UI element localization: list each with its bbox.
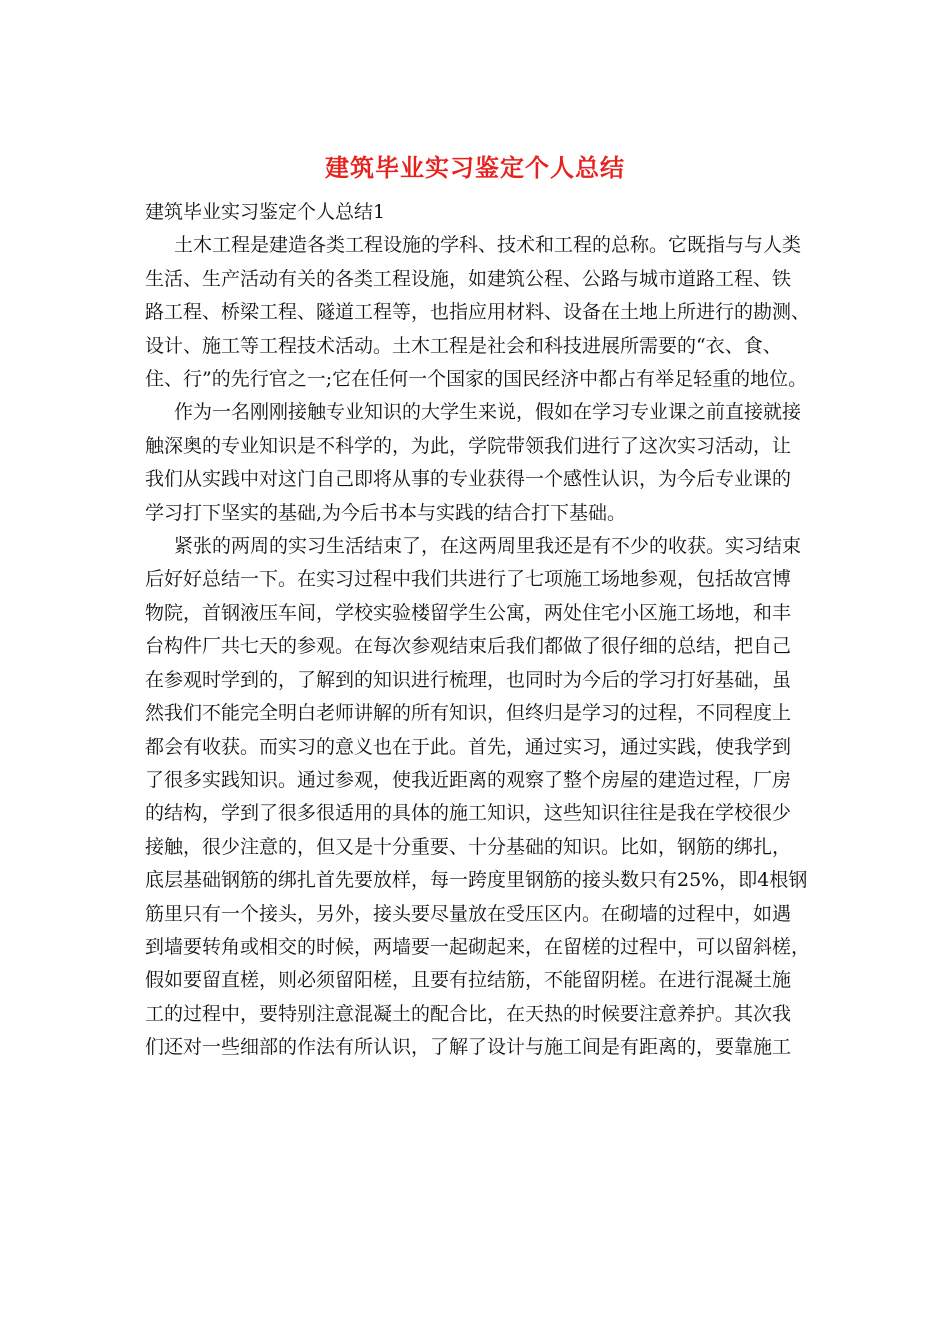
paragraph-line: 紧张的两周的实习生活结束了，在这两周里我还是有不少的收获。实习结束 (174, 535, 802, 558)
paragraph-3 (145, 530, 809, 1065)
paragraph-line: 了很多实践知识。通过参观，使我近距离的观察了整个房屋的建造过程，厂房 (145, 768, 792, 791)
document-title: 建筑毕业实习鉴定个人总结 (325, 153, 625, 182)
paragraph-line: 底层基础钢筋的绑扎首先要放样，每一跨度里钢筋的接头数只有25%，即4根钢 (145, 869, 808, 892)
paragraph-line: 然我们不能完全明白老师讲解的所有知识，但终归是学习的过程，不同程度上 (145, 702, 792, 725)
paragraph-line: 学习打下坚实的基础,为今后书本与实践的结合打下基础。 (145, 501, 627, 524)
paragraph-line: 生活、生产活动有关的各类工程设施，如建筑公程、公路与城市道路工程、铁 (145, 267, 792, 290)
paragraph-line: 筋里只有一个接头，另外，接头要尽量放在受压区内。在砌墙的过程中，如遇 (145, 902, 792, 925)
paragraph-line: 在参观时学到的，了解到的知识进行梳理，也同时为今后的学习打好基础，虽 (145, 668, 792, 691)
paragraph-line: 都会有收获。而实习的意义也在于此。首先，通过实习，通过实践，使我学到 (145, 735, 792, 758)
paragraph-line: 们还对一些细部的作法有所认识，了解了设计与施工间是有距离的，要靠施工 (145, 1036, 792, 1059)
document-body (145, 196, 809, 1065)
paragraph-line: 台构件厂共七天的参观。在每次参观结束后我们都做了很仔细的总结，把自己 (145, 635, 792, 658)
paragraph-line: 作为一名刚刚接触专业知识的大学生来说，假如在学习专业课之前直接就接 (174, 401, 802, 424)
paragraph-2 (145, 396, 809, 530)
paragraph-line: 土木工程是建造各类工程设施的学科、技术和工程的总称。它既指与与人类 (174, 234, 802, 257)
paragraph-line: 设计、施工等工程技术活动。土木工程是社会和科技进展所需要的“衣、食、 (145, 334, 782, 357)
paragraph-line: 到墙要转角或相交的时候，两墙要一起砌起来，在留槎的过程中，可以留斜槎， (145, 935, 811, 958)
paragraph-line: 假如要留直槎，则必须留阳槎，且要有拉结筋，不能留阴槎。在进行混凝土施 (145, 969, 792, 992)
paragraph-line: 的结构，学到了很多很适用的具体的施工知识，这些知识往往是我在学校很少 (145, 802, 792, 825)
paragraph-1 (145, 229, 809, 396)
paragraph-line: 路工程、桥梁工程、隧道工程等，也指应用材料、设备在土地上所进行的勘测、 (145, 301, 811, 324)
paragraph-line: 工的过程中，要特别注意混凝土的配合比，在天热的时候要注意养护。其次我 (145, 1002, 792, 1025)
paragraph-line: 住、行”的先行官之一;它在任何一个国家的国民经济中都占有举足轻重的地位。 (145, 368, 808, 391)
paragraph-line: 后好好总结一下。在实习过程中我们共进行了七项施工场地参观，包括故宫博 (145, 568, 792, 591)
section-heading: 建筑毕业实习鉴定个人总结1 (145, 201, 386, 223)
paragraph-line: 我们从实践中对这门自己即将从事的专业获得一个感性认识，为今后专业课的 (145, 468, 792, 491)
paragraph-line: 物院，首钢液压车间，学校实验楼留学生公寓，两处住宅小区施工场地，和丰 (145, 601, 792, 624)
paragraph-line: 触深奥的专业知识是不科学的，为此，学院带领我们进行了这次实习活动，让 (145, 434, 792, 457)
paragraph-line: 接触，很少注意的，但又是十分重要、十分基础的知识。比如，钢筋的绑扎， (145, 835, 792, 858)
